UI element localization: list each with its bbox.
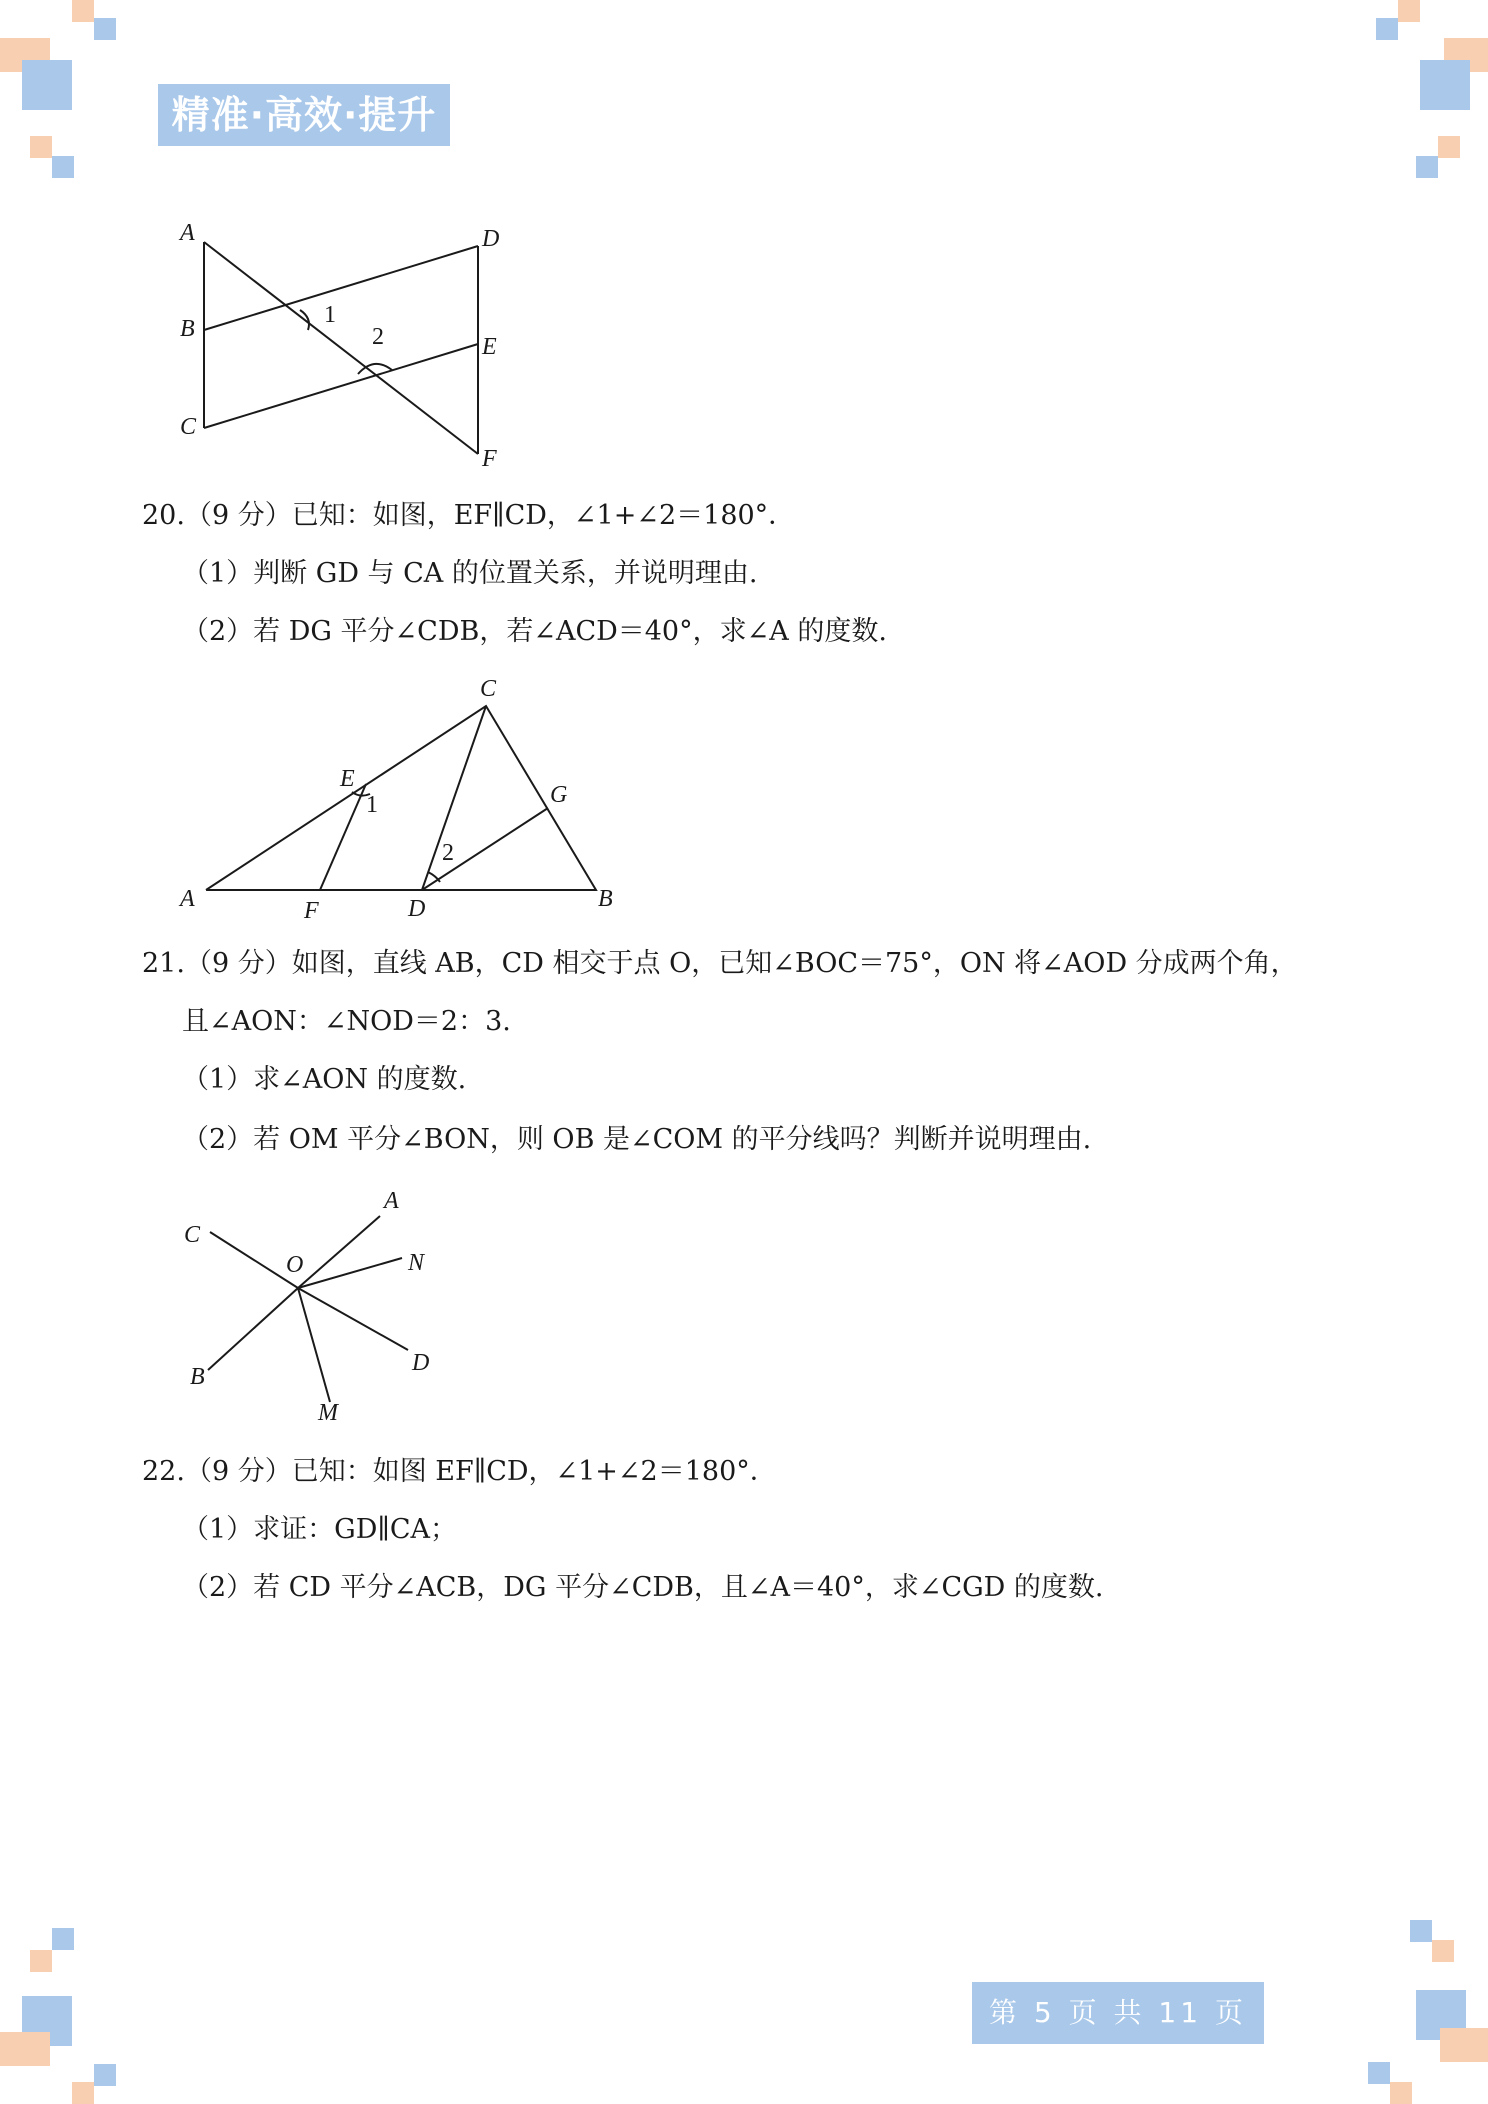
q22-stem: 22.（9 分）已知：如图 EF∥CD，∠1+∠2＝180°． — [142, 1456, 777, 1487]
label-angle-1: 1 — [366, 792, 378, 818]
q21-part1: （1）求∠AON 的度数. — [182, 1064, 467, 1095]
label-b: B — [180, 316, 195, 342]
q21-stem-cont: 且∠AON：∠NOD＝2：3. — [182, 1006, 511, 1037]
ray-oc — [210, 1232, 298, 1288]
label-f: F — [482, 446, 497, 472]
label-f: F — [304, 898, 319, 924]
ray-ob — [208, 1288, 298, 1370]
q21-part2: （2）若 OM 平分∠BON，则 OB 是∠COM 的平分线吗？判断并说明理由. — [182, 1124, 1092, 1155]
label-e: E — [340, 766, 355, 792]
line-ce — [204, 344, 478, 428]
label-g: G — [550, 782, 568, 808]
label-b: B — [190, 1364, 205, 1390]
page-number: 第 5 页 共 11 页 — [972, 1982, 1264, 2044]
line-dg — [422, 808, 548, 890]
label-n: N — [408, 1250, 425, 1276]
label-d: D — [412, 1350, 430, 1376]
triangle-abc — [206, 706, 596, 890]
label-o: O — [286, 1252, 304, 1278]
q22-part1: （1）求证：GD∥CA； — [182, 1514, 458, 1545]
label-angle-1: 1 — [324, 302, 336, 328]
label-angle-2: 2 — [442, 840, 454, 866]
line-bd — [204, 246, 478, 330]
q20-part2: （2）若 DG 平分∠CDB，若∠ACD＝40°，求∠A 的度数. — [182, 616, 887, 647]
figure-parallel-lines — [170, 220, 510, 480]
brand-banner: 精准·高效·提升 — [158, 84, 450, 146]
angle-arc-2 — [428, 872, 440, 882]
label-c: C — [184, 1222, 201, 1248]
figure-triangle-abc — [170, 672, 630, 932]
label-m: M — [318, 1400, 338, 1420]
label-c: C — [480, 676, 497, 702]
label-d: D — [482, 226, 500, 252]
line-cd — [422, 706, 486, 890]
figure-intersecting-lines — [170, 1180, 460, 1420]
label-b: B — [598, 886, 613, 912]
label-a: A — [180, 220, 195, 246]
label-e: E — [482, 334, 497, 360]
label-a: A — [180, 886, 195, 912]
line-af — [204, 242, 478, 454]
q20-stem: 20.（9 分）已知：如图，EF∥CD，∠1+∠2＝180°． — [142, 500, 796, 531]
ray-om — [298, 1288, 330, 1402]
q20-part1: （1）判断 GD 与 CA 的位置关系，并说明理由. — [182, 558, 758, 589]
label-a: A — [384, 1188, 399, 1214]
label-angle-2: 2 — [372, 324, 384, 350]
q22-part2: （2）若 CD 平分∠ACB，DG 平分∠CDB，且∠A＝40°，求∠CGD 的度数. — [182, 1572, 1104, 1603]
label-c: C — [180, 414, 197, 440]
label-d: D — [408, 896, 426, 922]
q21-stem: 21.（9 分）如图，直线 AB，CD 相交于点 O，已知∠BOC＝75°，ON 将∠AOD 分成两个角， — [142, 948, 1298, 979]
ray-od — [298, 1288, 408, 1350]
